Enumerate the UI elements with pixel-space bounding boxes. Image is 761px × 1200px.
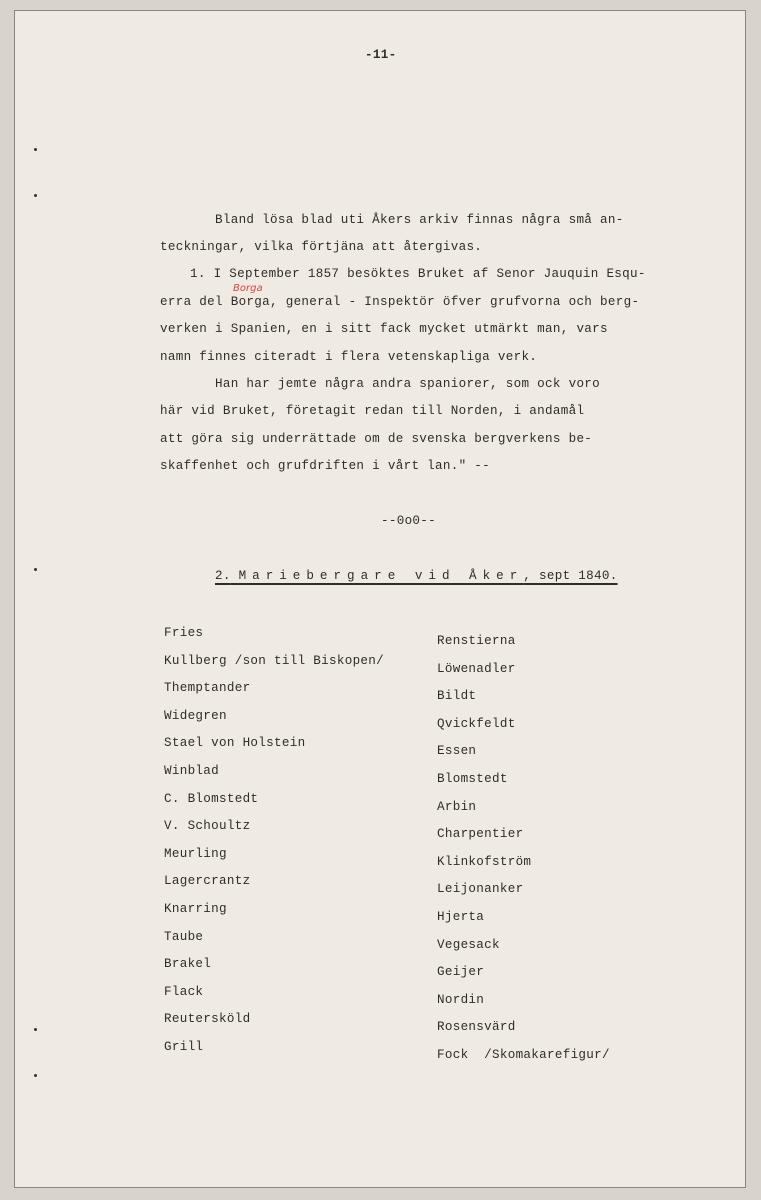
name-entry: Flack	[164, 984, 204, 999]
punch-hole	[34, 148, 37, 151]
name-entry: V. Schoultz	[164, 819, 251, 834]
name-entry: Nordin	[437, 992, 485, 1007]
name-entry: Klinkofström	[437, 854, 532, 869]
name-entry: Themptander	[164, 681, 251, 696]
name-entry: Arbin	[437, 799, 477, 814]
separator: --0o0--	[381, 514, 437, 528]
name-entry: Blomstedt	[437, 772, 508, 786]
name-entry: Löwenadler	[437, 661, 516, 676]
name-entry: Meurling	[164, 846, 227, 861]
text-line: teckningar, vilka förtjäna att återgivas.	[160, 240, 483, 254]
name-entry: C. Blomstedt	[164, 791, 259, 806]
name-entry: Renstierna	[437, 634, 516, 648]
text-line: 1. I September 1857 besöktes Bruket af Senor Jauquin Esqu-	[190, 267, 646, 281]
name-entry: Lagercrantz	[164, 874, 251, 889]
punch-hole	[34, 568, 37, 571]
name-entry: Stael von Holstein	[164, 736, 306, 751]
name-entry: Reutersköld	[164, 1012, 251, 1027]
section-heading	[215, 569, 618, 583]
text-line: Bland lösa blad uti Åkers arkiv finnas några små an-	[215, 213, 624, 227]
name-entry: Bildt	[437, 689, 477, 704]
name-entry: Vegesack	[437, 937, 500, 952]
handwritten-annotation: Borga	[233, 283, 263, 294]
text-line: att göra sig underrättade om de svenska bergverkens be-	[160, 432, 593, 446]
text-line: namn finnes citeradt i flera vetenskapliga verk.	[160, 350, 538, 364]
punch-hole	[34, 194, 37, 197]
name-entry: Brakel	[164, 957, 212, 972]
punch-hole	[34, 1074, 37, 1077]
name-entry: Rosensvärd	[437, 1020, 516, 1035]
name-entry: Fock /Skomakarefigur/	[437, 1048, 610, 1062]
text-line: erra del Borga, general - Inspektör öfver grufvorna och berg-	[160, 295, 640, 309]
section-date: , sept 1840.	[523, 569, 618, 583]
name-entry: Essen	[437, 744, 477, 759]
page-number: -11-	[365, 48, 397, 62]
section-title: Mariebergare vid Åker	[238, 569, 524, 583]
name-entry: Knarring	[164, 902, 227, 916]
name-entry: Taube	[164, 929, 204, 944]
name-entry: Winblad	[164, 764, 220, 778]
text-line: här vid Bruket, företagit redan till Norden, i andamål	[160, 404, 585, 418]
name-entry: Geijer	[437, 965, 485, 980]
section-number: 2.	[215, 569, 231, 583]
name-entry: Grill	[164, 1040, 204, 1054]
name-entry: Charpentier	[437, 827, 524, 842]
name-entry: Fries	[164, 626, 204, 640]
document-page	[14, 10, 746, 1188]
name-entry: Hjerta	[437, 910, 485, 924]
text-line: Han har jemte några andra spaniorer, som ock voro	[215, 377, 601, 391]
name-entry: Kullberg /son till Biskopen/	[164, 653, 385, 668]
name-entry: Qvickfeldt	[437, 716, 516, 731]
text-line: verken i Spanien, en i sitt fack mycket utmärkt man, vars	[160, 322, 608, 336]
text-line: skaffenhet och grufdriften i vårt lan." --	[160, 459, 491, 473]
name-entry: Leijonanker	[437, 882, 524, 897]
name-entry: Widegren	[164, 708, 227, 723]
punch-hole	[34, 1028, 37, 1031]
